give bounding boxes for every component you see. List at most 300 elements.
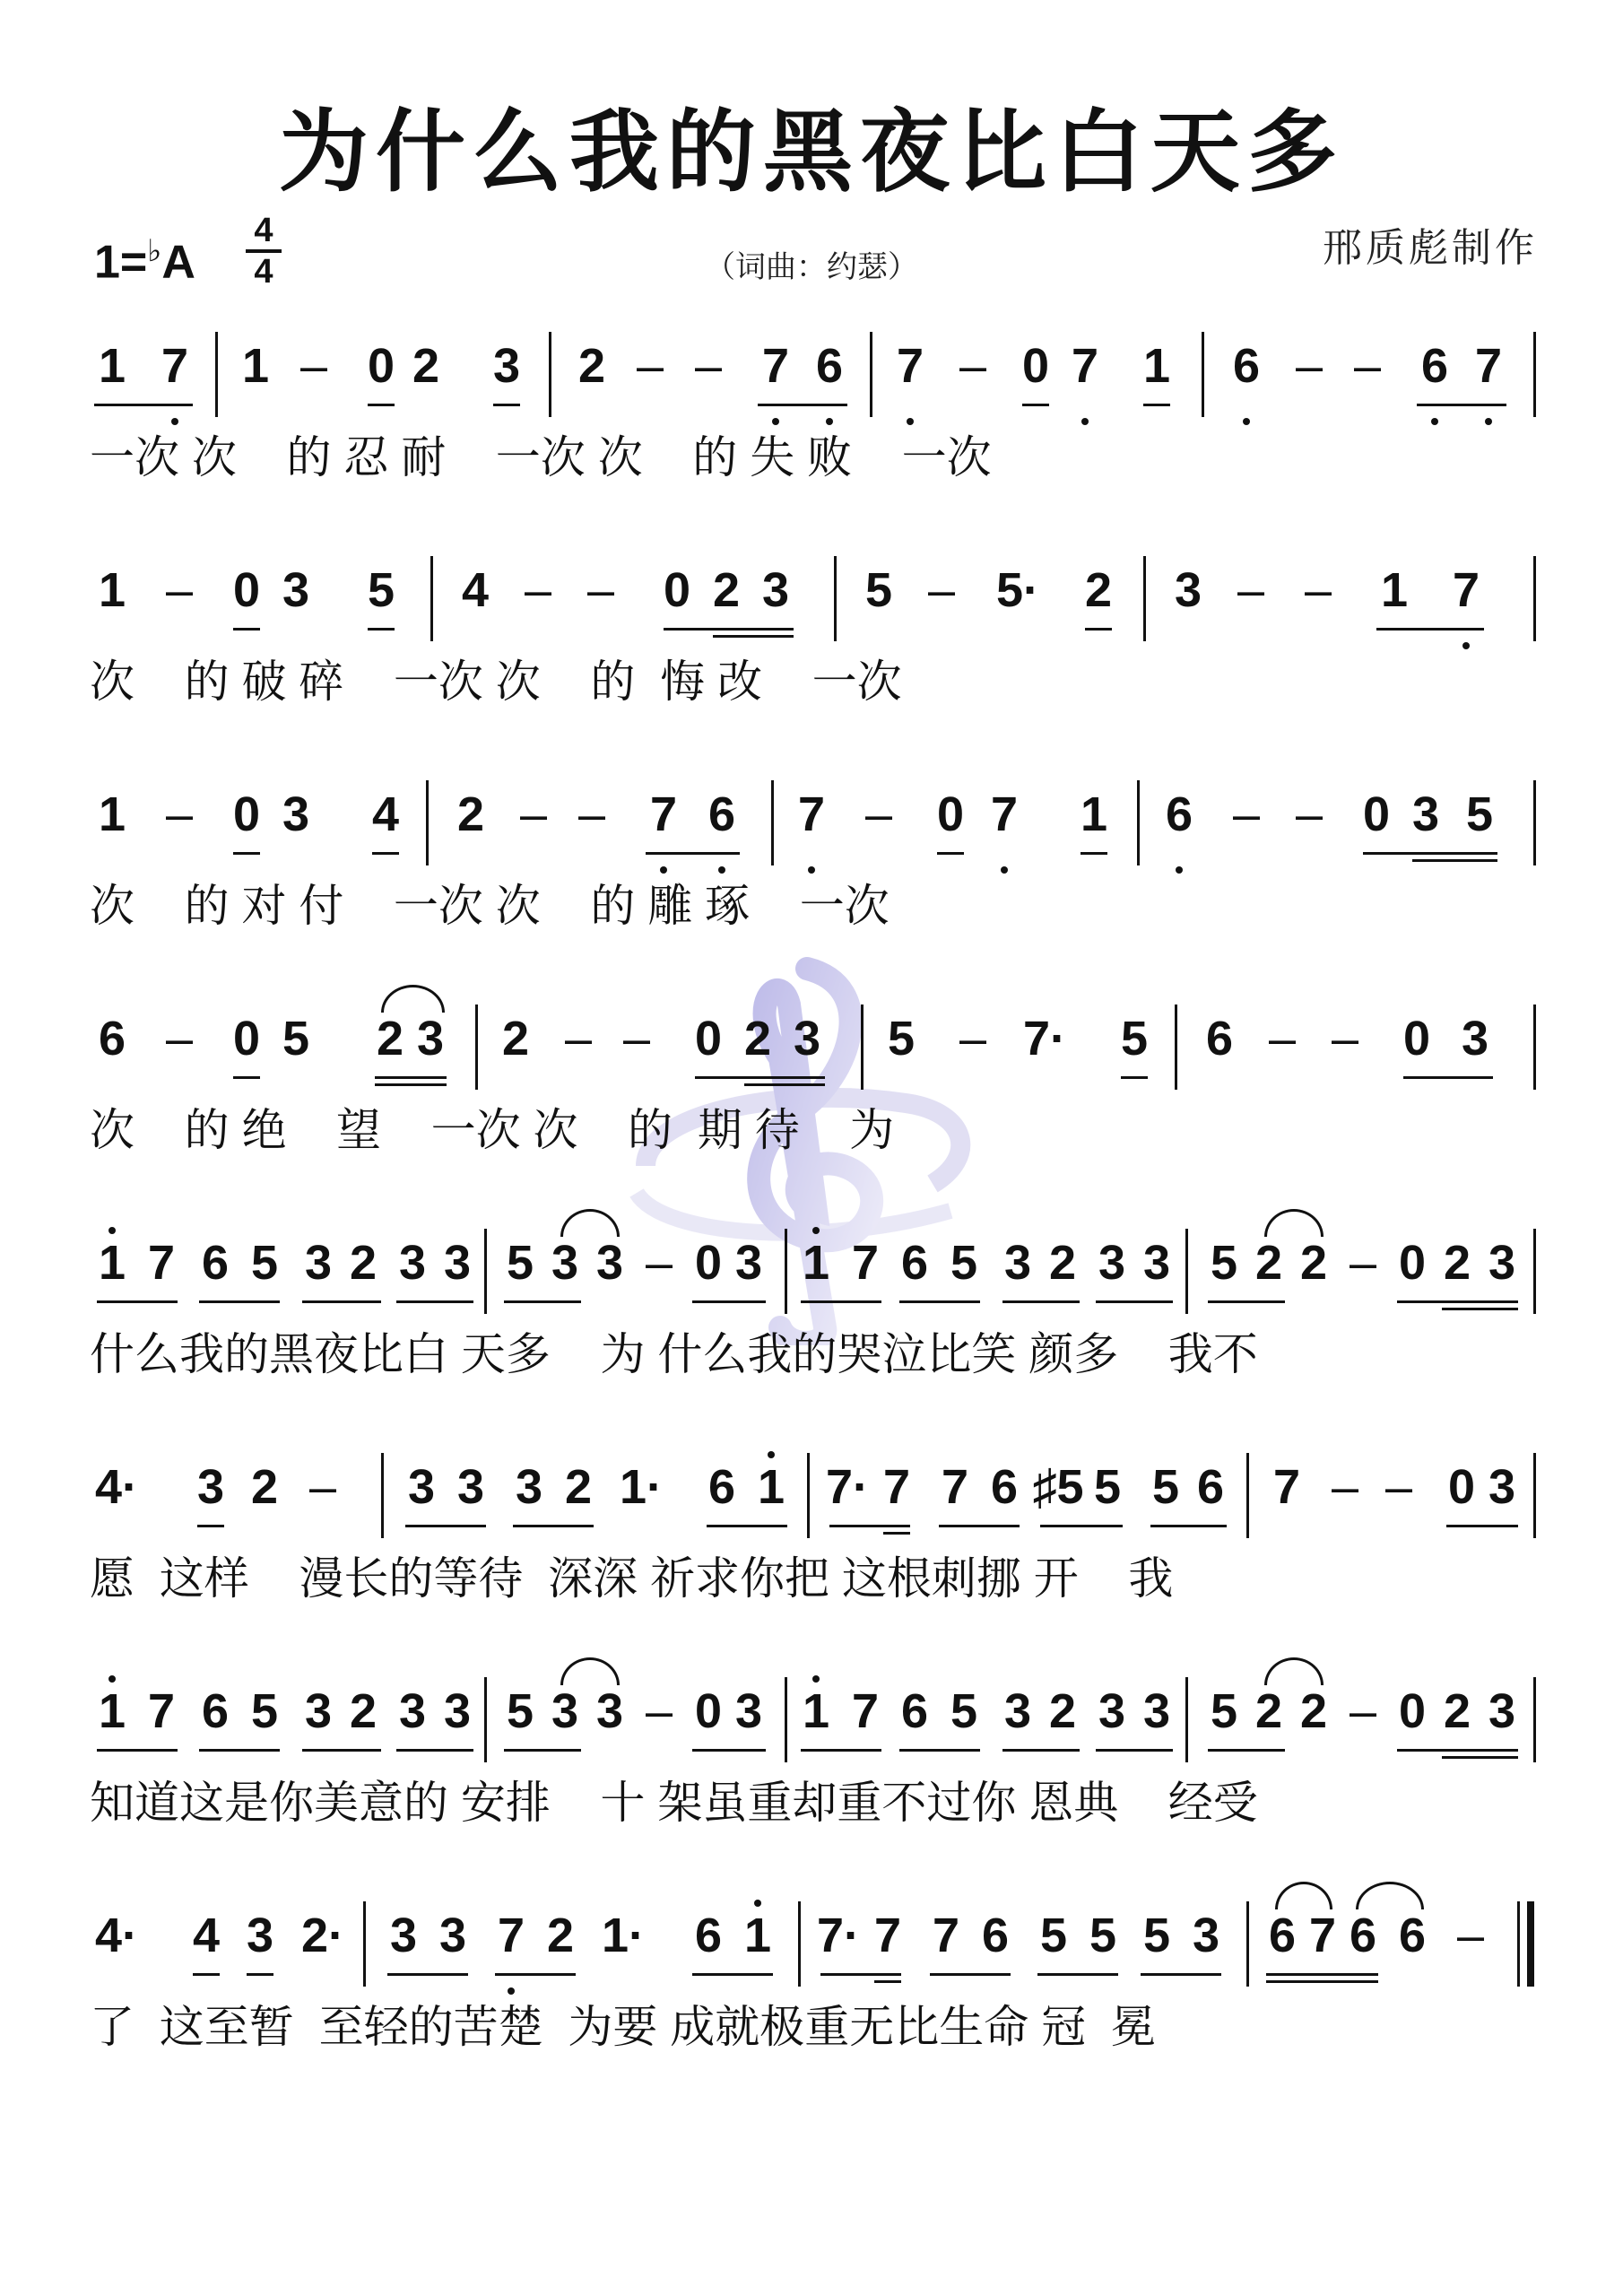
note: 3	[456, 1460, 485, 1514]
note: 3	[246, 1909, 274, 1962]
note: 3	[1003, 1236, 1032, 1290]
note: 5	[506, 1684, 534, 1738]
note: 0	[1398, 1684, 1427, 1738]
note: 3	[1098, 1236, 1126, 1290]
key-prefix: 1=	[94, 236, 148, 289]
note: 7	[161, 339, 189, 393]
note: 2·	[300, 1909, 345, 1962]
note: 5	[950, 1684, 978, 1738]
note: 2	[250, 1460, 279, 1514]
notes-row	[90, 1453, 1538, 1552]
dash: –	[1331, 1460, 1359, 1514]
note: 6	[707, 787, 736, 841]
low-dot	[772, 418, 779, 425]
note: 3	[515, 1460, 543, 1514]
barline	[1533, 1453, 1536, 1538]
note: 3	[761, 563, 790, 617]
beam	[829, 1525, 910, 1527]
note: 7	[1452, 563, 1480, 617]
note: 5	[1039, 1909, 1068, 1962]
note: 5	[1465, 787, 1494, 841]
note: 3	[443, 1236, 472, 1290]
dash: –	[165, 787, 194, 841]
dash: –	[1232, 787, 1261, 841]
note: 6	[201, 1236, 230, 1290]
note: 3	[793, 1012, 821, 1065]
note: 7	[873, 1909, 902, 1962]
dash: –	[1304, 563, 1332, 617]
notes-row	[90, 1677, 1538, 1776]
note: 2	[1084, 563, 1113, 617]
note: 7	[1071, 339, 1099, 393]
barline	[1202, 332, 1204, 417]
note: 5	[950, 1236, 978, 1290]
dash: –	[1295, 339, 1324, 393]
dash: –	[959, 339, 987, 393]
beam	[233, 852, 260, 855]
note: 3	[1174, 563, 1202, 617]
note: 7·	[825, 1460, 870, 1514]
note: 3	[398, 1236, 427, 1290]
low-dot	[1462, 642, 1470, 649]
low-dot	[1431, 418, 1438, 425]
beam	[692, 1300, 766, 1303]
note: 7	[851, 1684, 880, 1738]
note: 0	[367, 339, 395, 393]
slur	[1264, 1657, 1324, 1685]
note: 6	[1165, 787, 1193, 841]
barline	[1533, 780, 1536, 865]
system-7	[90, 1677, 1538, 1830]
system-6	[90, 1453, 1538, 1605]
low-dot	[1001, 866, 1008, 874]
flat-icon: ♭	[147, 234, 162, 268]
note: 0	[232, 1012, 261, 1065]
note: 6	[1196, 1460, 1225, 1514]
beam	[1397, 1300, 1518, 1303]
note: 5	[282, 1012, 310, 1065]
note: 7·	[1022, 1012, 1067, 1065]
barline	[1533, 1004, 1536, 1090]
note: 5	[864, 563, 893, 617]
beam	[1376, 628, 1484, 631]
low-dot	[1243, 418, 1250, 425]
note: 2	[712, 563, 741, 617]
note: 1·	[601, 1909, 646, 1962]
note: 0	[232, 563, 261, 617]
note: 7	[932, 1909, 960, 1962]
low-dot	[826, 418, 833, 425]
note: 2	[501, 1012, 530, 1065]
song-title: 为什么我的黑夜比白天多	[279, 102, 1344, 203]
note: 1	[98, 787, 126, 841]
barline	[1143, 556, 1146, 641]
note: 3	[304, 1236, 333, 1290]
beam	[939, 1525, 1020, 1527]
note: 2	[349, 1684, 378, 1738]
beam	[197, 1525, 224, 1527]
note: 1	[802, 1684, 830, 1738]
barline	[1533, 1677, 1536, 1762]
lyrics-line: 什么我的黑夜比白 天多 为 什么我的哭泣比笑 颜多 我不	[90, 1329, 1258, 1379]
low-dot	[1176, 866, 1183, 874]
note: 1	[743, 1909, 772, 1962]
beam	[97, 1300, 178, 1303]
beam	[504, 1749, 581, 1752]
note: 6	[707, 1460, 736, 1514]
beam	[1442, 1308, 1518, 1310]
high-dot	[812, 1227, 820, 1234]
beam	[396, 1300, 473, 1303]
note: 0	[694, 1684, 723, 1738]
beam	[1096, 1749, 1173, 1752]
note: 1	[1380, 563, 1409, 617]
beam	[695, 1076, 825, 1079]
barline	[785, 1677, 787, 1762]
beam	[199, 1300, 280, 1303]
note: 3	[416, 1012, 445, 1065]
note: 6	[1232, 339, 1261, 393]
slur	[1356, 1882, 1424, 1909]
note: 7	[649, 787, 678, 841]
beam	[1266, 1973, 1378, 1976]
note: 3	[1098, 1684, 1126, 1738]
note: 2	[743, 1012, 772, 1065]
beam	[820, 1973, 901, 1976]
note: 3	[398, 1684, 427, 1738]
note: 0	[663, 563, 691, 617]
note: 5	[250, 1236, 279, 1290]
barline	[870, 332, 872, 417]
note: 6	[900, 1236, 929, 1290]
note: 5	[1120, 1012, 1149, 1065]
note: 6	[1398, 1909, 1427, 1962]
notes-row	[90, 1004, 1538, 1103]
beam	[1022, 404, 1049, 406]
note: 1	[98, 1684, 126, 1738]
note: 0	[1402, 1012, 1431, 1065]
note: 6	[201, 1684, 230, 1738]
note: 1	[98, 1236, 126, 1290]
note: 0	[936, 787, 965, 841]
note: 0	[1362, 787, 1391, 841]
note: 6	[1420, 339, 1449, 393]
system-4	[90, 1004, 1538, 1157]
note: 3	[1411, 787, 1440, 841]
beam	[937, 852, 964, 855]
note: 1	[1080, 787, 1108, 841]
note: 5	[887, 1012, 916, 1065]
note: 1	[241, 339, 270, 393]
beam	[1363, 852, 1497, 855]
note: 3	[1488, 1236, 1516, 1290]
note: 7	[941, 1460, 969, 1514]
note: 2	[1299, 1684, 1328, 1738]
barline	[861, 1004, 864, 1090]
dash: –	[519, 787, 548, 841]
beam	[493, 404, 520, 406]
beam	[97, 1749, 178, 1752]
beam	[193, 1973, 220, 1976]
dash: –	[1268, 1012, 1297, 1065]
note: 1	[1142, 339, 1171, 393]
lyrics-line: 次 的 对 付 一次 次 的 雕 琢 一次	[90, 881, 890, 931]
beam	[1208, 1300, 1285, 1303]
note: 7	[497, 1909, 525, 1962]
beam	[1040, 1525, 1123, 1527]
note: 5	[367, 563, 395, 617]
beam	[199, 1749, 280, 1752]
beam	[1002, 1300, 1080, 1303]
note: 3	[492, 339, 521, 393]
maker-text: 邢质彪制作	[1323, 226, 1538, 270]
barline	[475, 1004, 478, 1090]
note: 2	[1254, 1236, 1283, 1290]
low-dot	[907, 418, 914, 425]
beam	[504, 1300, 581, 1303]
low-dot	[718, 866, 725, 874]
high-dot	[108, 1227, 116, 1234]
beam	[405, 1525, 486, 1527]
beam	[1208, 1749, 1285, 1752]
slur	[1264, 1209, 1324, 1237]
dash: –	[645, 1684, 673, 1738]
note: 5	[1142, 1909, 1171, 1962]
barline	[549, 332, 551, 417]
dash: –	[577, 787, 606, 841]
beam	[1096, 1300, 1173, 1303]
high-dot	[768, 1451, 775, 1458]
note: 5	[1210, 1684, 1238, 1738]
beam	[874, 1980, 901, 1983]
note: 2	[1048, 1236, 1077, 1290]
beam	[1121, 1076, 1148, 1079]
note: 5	[1093, 1460, 1122, 1514]
note: 7·	[816, 1909, 861, 1962]
note: 7	[882, 1460, 911, 1514]
barline	[798, 1901, 801, 1987]
note: 2	[1299, 1236, 1328, 1290]
system-5	[90, 1229, 1538, 1381]
note: 3	[1003, 1684, 1032, 1738]
lyrics-line: 次 的 破 碎 一次 次 的 悔 改 一次	[90, 657, 902, 707]
lyrics-line: 了 这至暂 至轻的苦楚 为要 成就极重无比生命 冠 冕	[90, 2002, 1156, 2052]
barline	[1175, 1004, 1177, 1090]
notes-row	[90, 1229, 1538, 1327]
beam	[375, 1083, 447, 1086]
beam	[744, 1083, 825, 1086]
note: 3	[282, 787, 310, 841]
note: 6	[1349, 1909, 1377, 1962]
lyrics-line: 愿 这样 漫长的等待 深深 祈求你把 这根刺挪 开 我	[90, 1553, 1174, 1604]
note: 3	[443, 1684, 472, 1738]
note: 6	[815, 339, 844, 393]
beam	[1085, 628, 1112, 631]
key-note: A	[161, 236, 195, 289]
dash: –	[1384, 1460, 1413, 1514]
system-3	[90, 780, 1538, 933]
note: 3	[595, 1236, 624, 1290]
notes-row	[90, 780, 1538, 879]
note: 3	[1142, 1236, 1171, 1290]
note: 2	[564, 1460, 593, 1514]
note: 1·	[619, 1460, 664, 1514]
note: 5	[1151, 1460, 1180, 1514]
beam	[387, 1973, 468, 1976]
note: 2	[456, 787, 485, 841]
dash: –	[622, 1012, 651, 1065]
note: 0	[1447, 1460, 1476, 1514]
beam	[713, 635, 794, 638]
note: 2	[412, 339, 440, 393]
beam	[646, 852, 740, 855]
barline	[1533, 1229, 1536, 1314]
beam	[233, 1076, 260, 1079]
note: 3	[407, 1460, 436, 1514]
high-dot	[812, 1675, 820, 1683]
beam	[1403, 1076, 1493, 1079]
note: 3	[551, 1684, 579, 1738]
dash: –	[586, 563, 615, 617]
barline	[381, 1453, 384, 1538]
barline	[1185, 1229, 1188, 1314]
beam	[1150, 1525, 1227, 1527]
dash: –	[299, 339, 328, 393]
beam	[233, 628, 260, 631]
lyrics-line: 次 的 绝 望 一次 次 的 期 待 为	[90, 1105, 895, 1155]
note: 1	[98, 339, 126, 393]
dash: –	[308, 1460, 337, 1514]
note: 3	[438, 1909, 467, 1962]
barline	[785, 1229, 787, 1314]
beam	[396, 1749, 473, 1752]
note: 7	[147, 1684, 176, 1738]
beam	[1037, 1973, 1118, 1976]
note: 7	[1474, 339, 1503, 393]
note: 7	[761, 339, 790, 393]
note: 7	[797, 787, 826, 841]
note: 0	[694, 1236, 723, 1290]
barline	[484, 1229, 487, 1314]
note: 2	[349, 1236, 378, 1290]
barline	[1533, 556, 1536, 641]
beam	[1081, 852, 1107, 855]
note: 2	[1443, 1684, 1471, 1738]
beam	[513, 1525, 594, 1527]
note: 1	[98, 563, 126, 617]
note: 5	[250, 1684, 279, 1738]
dash: –	[1353, 339, 1382, 393]
barline	[215, 332, 218, 417]
notes-row	[90, 556, 1538, 655]
notes-row	[90, 332, 1538, 430]
note: 3	[1192, 1909, 1220, 1962]
note: 2	[577, 339, 606, 393]
barline	[834, 556, 837, 641]
slur	[560, 1657, 620, 1685]
note: 1	[757, 1460, 785, 1514]
lyrics-line: 一次 次 的 忍 耐 一次 次 的 失 败 一次	[90, 432, 992, 483]
barline	[1185, 1677, 1188, 1762]
note: 2	[1048, 1684, 1077, 1738]
note: 6	[694, 1909, 723, 1962]
note: 3	[1461, 1012, 1489, 1065]
barline	[1533, 332, 1536, 417]
beam	[247, 1973, 273, 1976]
note: 3	[282, 563, 310, 617]
dash: –	[165, 563, 194, 617]
beam	[1141, 1973, 1221, 1976]
dash: –	[1237, 563, 1265, 617]
barline	[771, 780, 774, 865]
barline	[1246, 1901, 1249, 1987]
note: 0	[1398, 1236, 1427, 1290]
beam	[302, 1749, 381, 1752]
beam	[1143, 404, 1170, 406]
note: 2	[376, 1012, 404, 1065]
note: 7	[990, 787, 1019, 841]
beam	[758, 404, 847, 406]
beam	[372, 852, 399, 855]
beam	[94, 404, 193, 406]
beam	[368, 404, 395, 406]
final-barline-thick	[1527, 1901, 1534, 1987]
note: 0	[1021, 339, 1050, 393]
low-dot	[508, 1987, 515, 1995]
note: 4	[371, 787, 400, 841]
beam	[930, 1973, 1011, 1976]
dash: –	[1349, 1236, 1377, 1290]
dash: –	[1456, 1909, 1485, 1962]
beam	[883, 1532, 910, 1535]
note: 3	[196, 1460, 225, 1514]
beam	[1417, 404, 1506, 406]
note: 3	[734, 1236, 763, 1290]
note: 4	[192, 1909, 221, 1962]
beam	[801, 1749, 881, 1752]
barline	[426, 780, 429, 865]
notes-row	[90, 1901, 1538, 2000]
beam	[368, 628, 395, 631]
note: 6	[1205, 1012, 1234, 1065]
lyrics-line: 知道这是你美意的 安排 十 架虽重却重不过你 恩典 经受	[90, 1778, 1258, 1828]
final-barline-thin	[1517, 1901, 1520, 1987]
note: 0	[232, 787, 261, 841]
high-dot	[108, 1675, 116, 1683]
beam	[692, 1973, 773, 1976]
note: 3	[1142, 1684, 1171, 1738]
beam	[1397, 1749, 1518, 1752]
note: 7	[851, 1236, 880, 1290]
system-1	[90, 332, 1538, 484]
beam	[1442, 1756, 1518, 1759]
beam	[692, 1749, 766, 1752]
barline	[484, 1677, 487, 1762]
slur	[381, 985, 445, 1013]
note: 3	[734, 1684, 763, 1738]
note: 5	[506, 1236, 534, 1290]
note: 6	[981, 1909, 1010, 1962]
barline	[1137, 780, 1140, 865]
system-2	[90, 556, 1538, 709]
dash: –	[1349, 1684, 1377, 1738]
dash: –	[864, 787, 893, 841]
note: 3	[1488, 1460, 1516, 1514]
note: 7	[1308, 1909, 1337, 1962]
low-dot	[808, 866, 815, 874]
note: 2	[546, 1909, 575, 1962]
beam	[375, 1076, 447, 1079]
